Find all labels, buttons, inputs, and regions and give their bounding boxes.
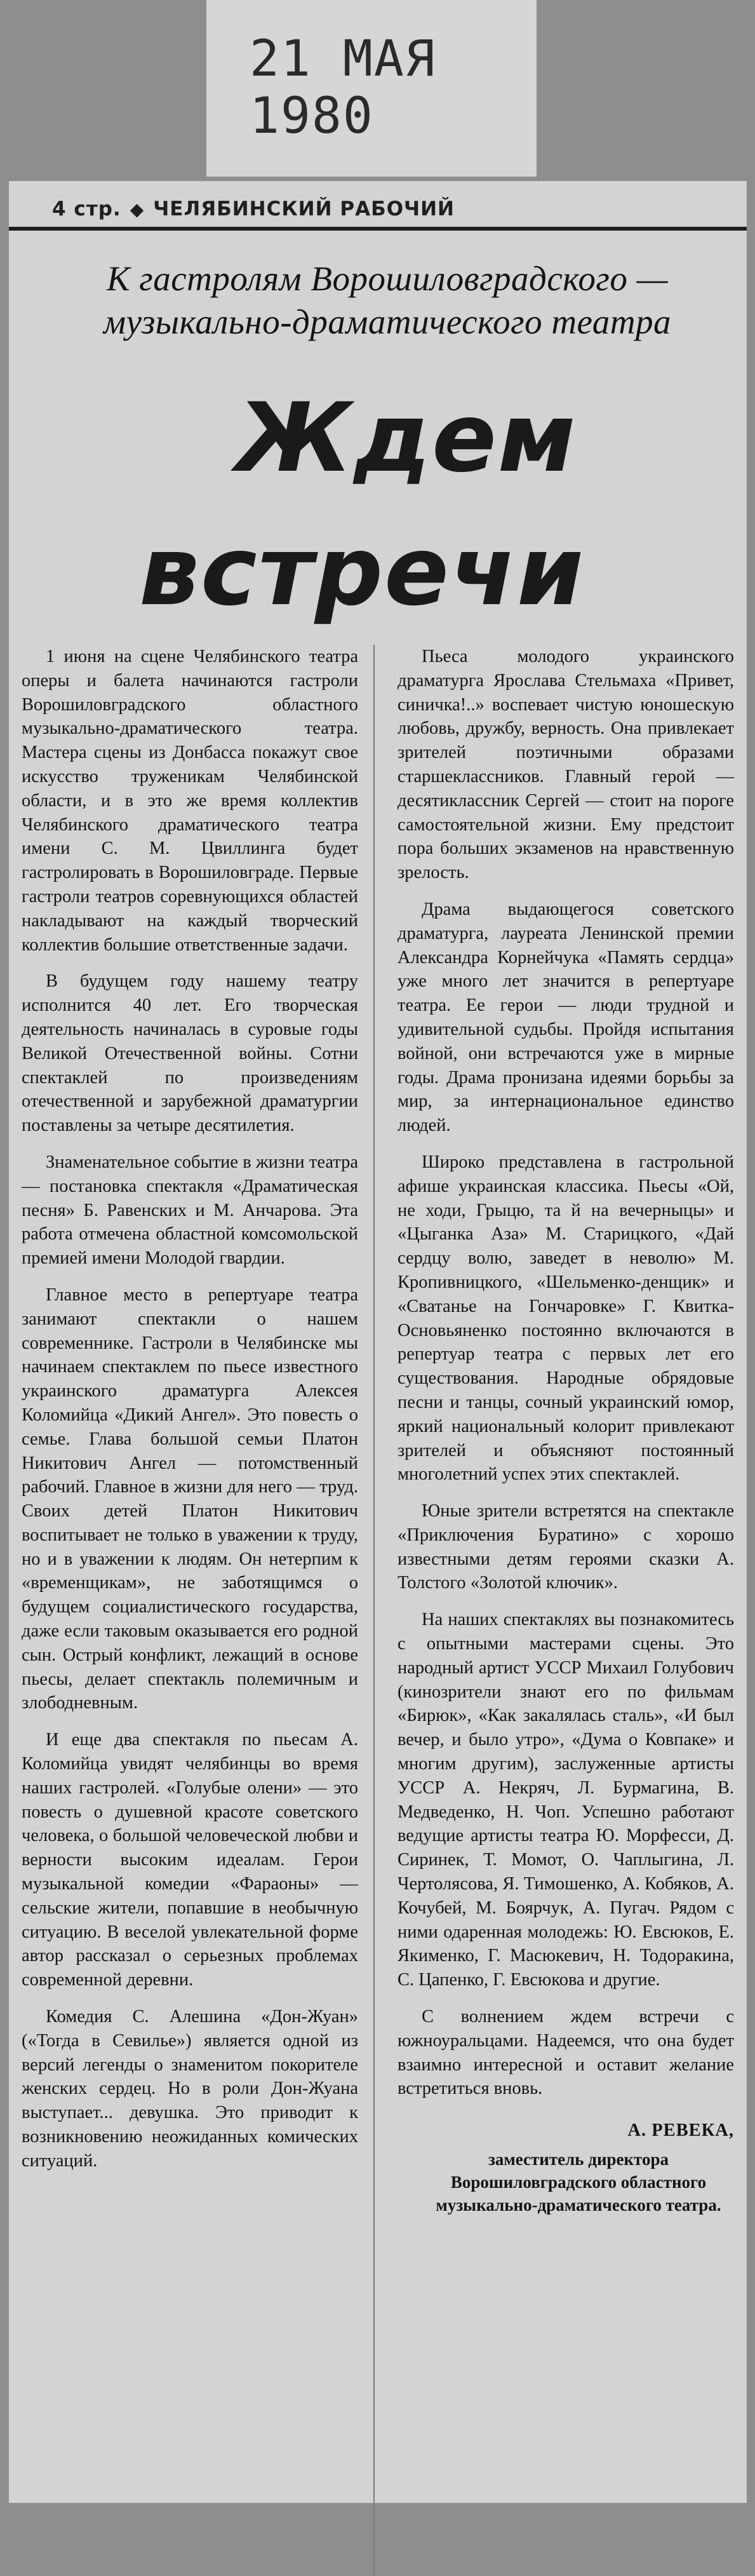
signature [398, 2119, 734, 2216]
masthead-rule [9, 227, 747, 231]
paragraph: Широко представлена в гастрольной афише украинская классика. Пьесы «Ой, не ходи, Грыцю, та й на вечерныцы» и «Цыганка Аза» М. Старицкого, «Дай сердцу волю, заведет в неволю» М. Кропивницкого, «Шельменко-денщик» и «Сватанье на Гончаровке» Г. Квитка-Основьяненко постоянно включаются в репертуар театра с первых лет его существования. Народные обрядовые песни и танцы, сочный украинский юмор, яркий национальный колорит привлекают зрителей и объясняют постоянный многолетний успех этих спектаклей. [398, 1152, 734, 1485]
column-divider [373, 645, 375, 2576]
paragraph: Драма выдающегося советского драматурга, лауреата Ленинской премии Александра Корнейчука «Память сердца» уже много лет значится в репертуаре театра. Ее герои — люди трудной и удивительной судьбы. Пройдя испытания войной, они встречаются уже в мирные годы. Драма пронизана идеями борьбы за мир, за интернациональное единство людей. [398, 899, 734, 1136]
paragraph: На наших спектаклях вы познакомитесь с опытными мастерами сцены. Это народный артист УССР Михаил Голубович (кинозрители знают его по фильмам «Бирюк», «Как закалялась сталь», «И был вечер, и было утро», «Дума о Ковпаке» и многим другим), заслуженные артисты УССР А. Некряч, Л. Бурмагина, В. Медведенко, Н. Чоп. Успешно работают ведущие артисты театра Ю. Морфесси, Д. Сиринек, Т. Момот, О. Чаплыгина, Л. Чертолясова, Я. Тимошенко, А. Кобяков, А. Кочубей, М. Боярчук, А. Пугач. Рядом с ними одаренная молодежь: Ю. Евсюков, Е. Якименко, Г. Масюкевич, Н. Тодоракина, С. Цапенко, Г. Евсюкова и другие. [398, 1610, 734, 1990]
masthead [52, 190, 734, 228]
paragraph: И еще два спектакля по пьесам А. Коломийца увидят челябинцы во время наших гастролей. «Голубые олени» — это повесть о душевной красоте советского человека, о большой человеческой любви и верности высоким идеалам. Герои музыкальной комедии «Фараоны» — сельские жители, попавшие в необычную ситуацию. В веселой увлекательной форме автор рассказал о серьезных проблемах современной деревни. [22, 1730, 358, 1990]
page-number: 4 стр. [52, 198, 121, 220]
paragraph: Юные зрители встретятся на спектакле «Приключения Буратино» с хорошо известными детям героями сказки А. Толстого «Золотой ключик». [398, 1501, 734, 1593]
kicker: К гастролям Ворошиловградского — музыкально-драматического театра [104, 259, 671, 341]
date-slip [206, 0, 537, 177]
author-name: А. РЕВЕКА, [627, 2121, 734, 2141]
left-column [22, 645, 358, 2186]
paragraph: С волнением ждем встречи с южноуральцами. Надеемся, что она будет взаимно интересной и оставит желание встретиться вновь. [398, 2007, 734, 2099]
paragraph: В будущем году нашему театру исполнится 40 лет. Его творческая деятельность начиналась в суровые годы Великой Отечественной войны. Сотни спектаклей по произведениям отечественной и зарубежной драматургии поставлены за четыре десятилетия. [22, 971, 358, 1136]
newspaper-name: ЧЕЛЯБИНСКИЙ РАБОЧИЙ [153, 198, 455, 220]
right-column [398, 645, 734, 2216]
author-role: заместитель директора Ворошиловградского областного музыкально-драматического театра. [436, 2150, 721, 2215]
headline-line-2: встречи [139, 516, 585, 627]
paragraph: Пьеса молодого украинского драматурга Ярослава Стельмаха «Привет, синичка!..» воспевает чистую юношескую любовь, дружбу, верность. Она привлекает зрителей поэтичными образами старшеклассников. Главный герой — десятиклассник Сергей — стоит на пороге самостоятельной жизни. Ему предстоит пора больших экзаменов на нравственную зрелость. [398, 647, 734, 883]
headline-line-1: Ждем [236, 383, 577, 494]
newspaper-clipping [9, 181, 747, 2503]
paragraph: Знаменательное событие в жизни театра — постановка спектакля «Драматическая песня» Б. Равенских и М. Анчарова. Эта работа отмечена областной комсомольской премией имени Молодой гвардии. [22, 1152, 358, 1269]
paragraph: Главное место в репертуаре театра занимают спектакли о нашем современнике. Гастроли в Челябинске мы начинаем спектаклем по пьесе известного украинского драматурга Алексея Коломийца «Дикий Ангел». Это повесть о семье. Глава большой семьи Платон Никитович Ангел — потомственный рабочий. Главное в жизни для него — труд. Своих детей Платон Никитович воспитывает не только в уважении к труду, но и в уважении к людям. Он нетерпим к «временщикам», не заботящимся о будущем социалистического государства, даже если таковым оказывается его родной сын. Острый конфликт, лежащий в основе пьесы, делает спектакль полемичным и злободневным. [22, 1285, 358, 1713]
paragraph: Комедия С. Алешина «Дон-Жуан» («Тогда в Севилье») является одной из версий легенды о знаменитом покорителе женских сердец. Но в роли Дон-Жуана выступает... девушка. Это приводит к возникновению неожиданных комических ситуаций. [22, 2007, 358, 2171]
clipping-date: 21 МАЯ 1980 [250, 30, 436, 145]
paragraph: 1 июня на сцене Челябинского театра оперы и балета начинаются гастроли Ворошиловградского областного музыкально-драматического театра. Мастера сцены из Донбасса покажут свое искусство труженикам Челябинской области, и в это же время коллектив Челябинского драматического театра имени С. М. Цвиллинга будет гастролировать в Ворошиловграде. Первые гастроли театров соревнующихся областей накладывают на каждый творческий коллектив большие ответственные задачи. [22, 647, 358, 955]
diamond-icon: ◆ [130, 198, 145, 220]
